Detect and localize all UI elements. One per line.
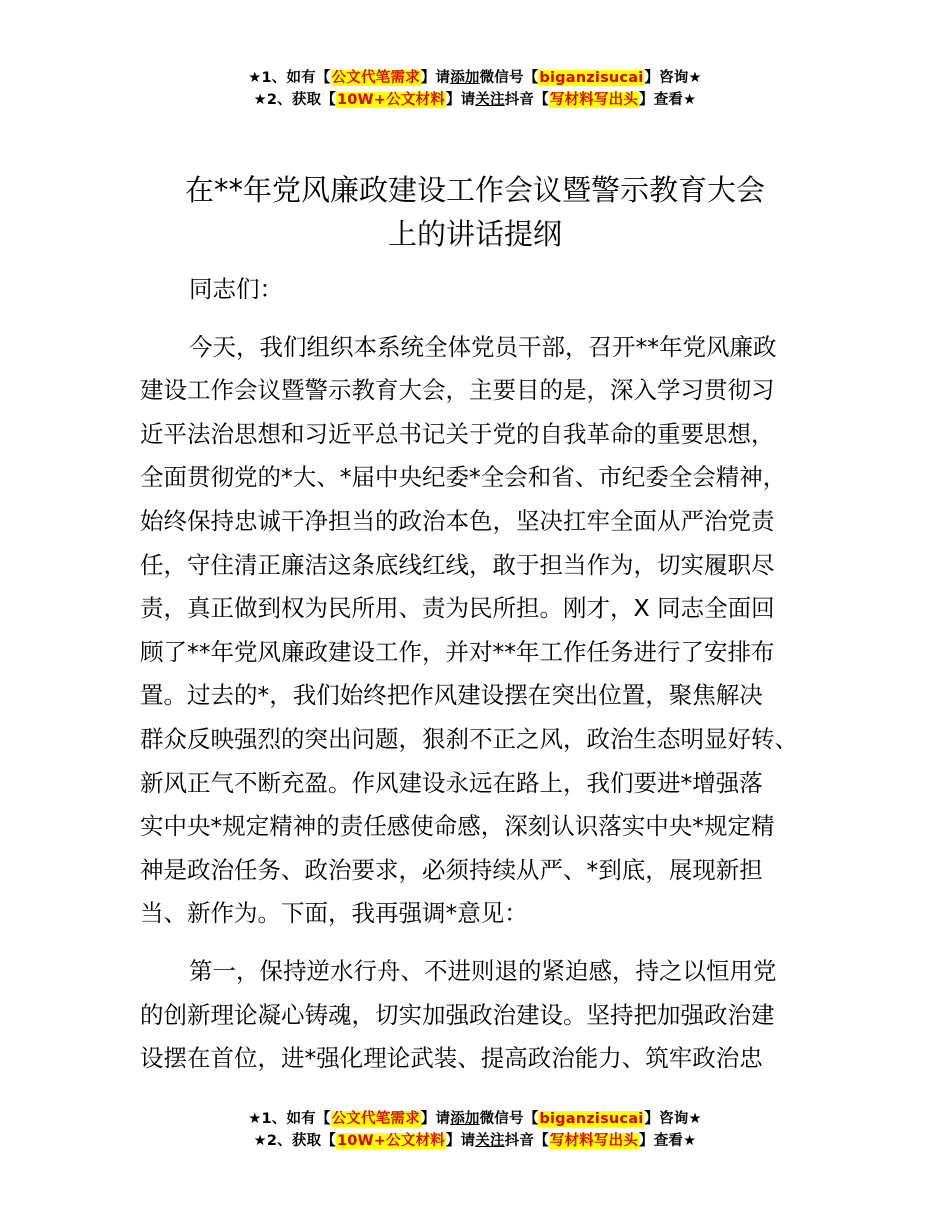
promo-highlight: 10W+公文材料 [336, 1133, 445, 1149]
promo-highlight: biganzisucai [539, 70, 644, 86]
promo-highlight: 写材料写出头 [549, 92, 639, 108]
paragraph-1 [140, 326, 830, 936]
promo-text: 】请 [445, 1133, 476, 1149]
paragraph-line: 建设工作会议暨警示教育大会，主要目的是，深入学习贯彻习 [140, 376, 775, 405]
promo-text: 】查看★ [639, 1133, 697, 1149]
paragraph-line: 神是政治任务、政治要求，必须持续从严、*到底，展现新担 [140, 855, 763, 884]
promo-text: 】请 [420, 1111, 451, 1127]
paragraph-line: 第一，保持逆水行舟、不进则退的紧迫感，持之以恒用党 [189, 956, 777, 985]
header-promo-line-1 [0, 67, 950, 89]
promo-text: 】查看★ [639, 92, 697, 108]
paragraph-line: 顾了**年党风廉政建设工作，并对**年工作任务进行了安排布 [140, 637, 775, 666]
promo-highlight: 公文代笔需求 [331, 1111, 420, 1127]
promo-text: 】咨询★ [644, 70, 702, 86]
promo-highlight: biganzisucai [539, 1111, 644, 1127]
footer-promo-line-2 [0, 1130, 950, 1152]
footer-promo [0, 1108, 950, 1152]
promo-text: 微信号【 [479, 70, 539, 86]
header-promo-line-2 [0, 89, 950, 111]
promo-highlight: 公文代笔需求 [331, 70, 420, 86]
document-body [140, 268, 830, 1081]
paragraph-line: 设摆在首位，进*强化理论武装、提高政治能力、筑牢政治忠 [140, 1044, 763, 1073]
promo-text: ★2、获取【 [253, 1133, 336, 1149]
promo-text: ★1、如有【 [248, 1111, 331, 1127]
promo-highlight: 10W+公文材料 [336, 92, 445, 108]
paragraph-2 [140, 950, 830, 1081]
paragraph-line: 始终保持忠诚干净担当的政治本色，坚决扛牢全面从严治党责 [140, 506, 775, 535]
promo-text: 】请 [445, 92, 476, 108]
header-promo [0, 67, 950, 111]
title-line-2: 上的讲话提纲 [387, 217, 562, 251]
paragraph-line: 的创新理论凝心铸魂，切实加强政治建设。坚持把加强政治建 [140, 1000, 775, 1029]
promo-underline: 添加 [450, 70, 480, 86]
promo-text: ★2、获取【 [253, 92, 336, 108]
paragraph-line: 近平法治思想和习近平总书记关于党的自我革命的重要思想， [140, 419, 775, 448]
paragraph-line: 全面贯彻党的*大、*届中央纪委*全会和省、市纪委全会精神， [140, 463, 787, 492]
footer-promo-line-1 [0, 1108, 950, 1130]
salutation: 同志们： [189, 275, 283, 303]
promo-text: 】请 [420, 70, 451, 86]
promo-text: 抖音【 [504, 1133, 549, 1149]
paragraph-line: 责，真正做到权为民所用、责为民所担。刚才，X 同志全面回 [140, 594, 775, 623]
promo-underline: 添加 [450, 1111, 480, 1127]
promo-underline: 关注 [475, 92, 505, 108]
document-title [120, 168, 830, 256]
promo-highlight: 写材料写出头 [549, 1133, 639, 1149]
promo-text: ★1、如有【 [248, 70, 331, 86]
promo-text: 】咨询★ [644, 1111, 702, 1127]
paragraph-line: 新风正气不断充盈。作风建设永远在路上，我们要进*增强落 [140, 768, 763, 797]
promo-text: 抖音【 [504, 92, 549, 108]
paragraph-line: 当、新作为。下面，我再强调*意见： [140, 899, 528, 928]
promo-underline: 关注 [475, 1133, 505, 1149]
paragraph-line: 实中央*规定精神的责任感使命感，深刻认识落实中央*规定精 [140, 812, 775, 841]
paragraph-line: 任，守住清正廉洁这条底线红线，敢于担当作为，切实履职尽 [140, 550, 775, 579]
promo-text: 微信号【 [479, 1111, 539, 1127]
title-line-1: 在**年党风廉政建设工作会议暨警示教育大会 [184, 173, 765, 207]
paragraph-line: 今天，我们组织本系统全体党员干部，召开**年党风廉政 [189, 332, 777, 361]
paragraph-line: 置。过去的*，我们始终把作风建设摆在突出位置，聚焦解决 [140, 681, 763, 710]
paragraph-line: 群众反映强烈的突出问题，狠刹不正之风，政治生态明显好转、 [140, 724, 798, 753]
